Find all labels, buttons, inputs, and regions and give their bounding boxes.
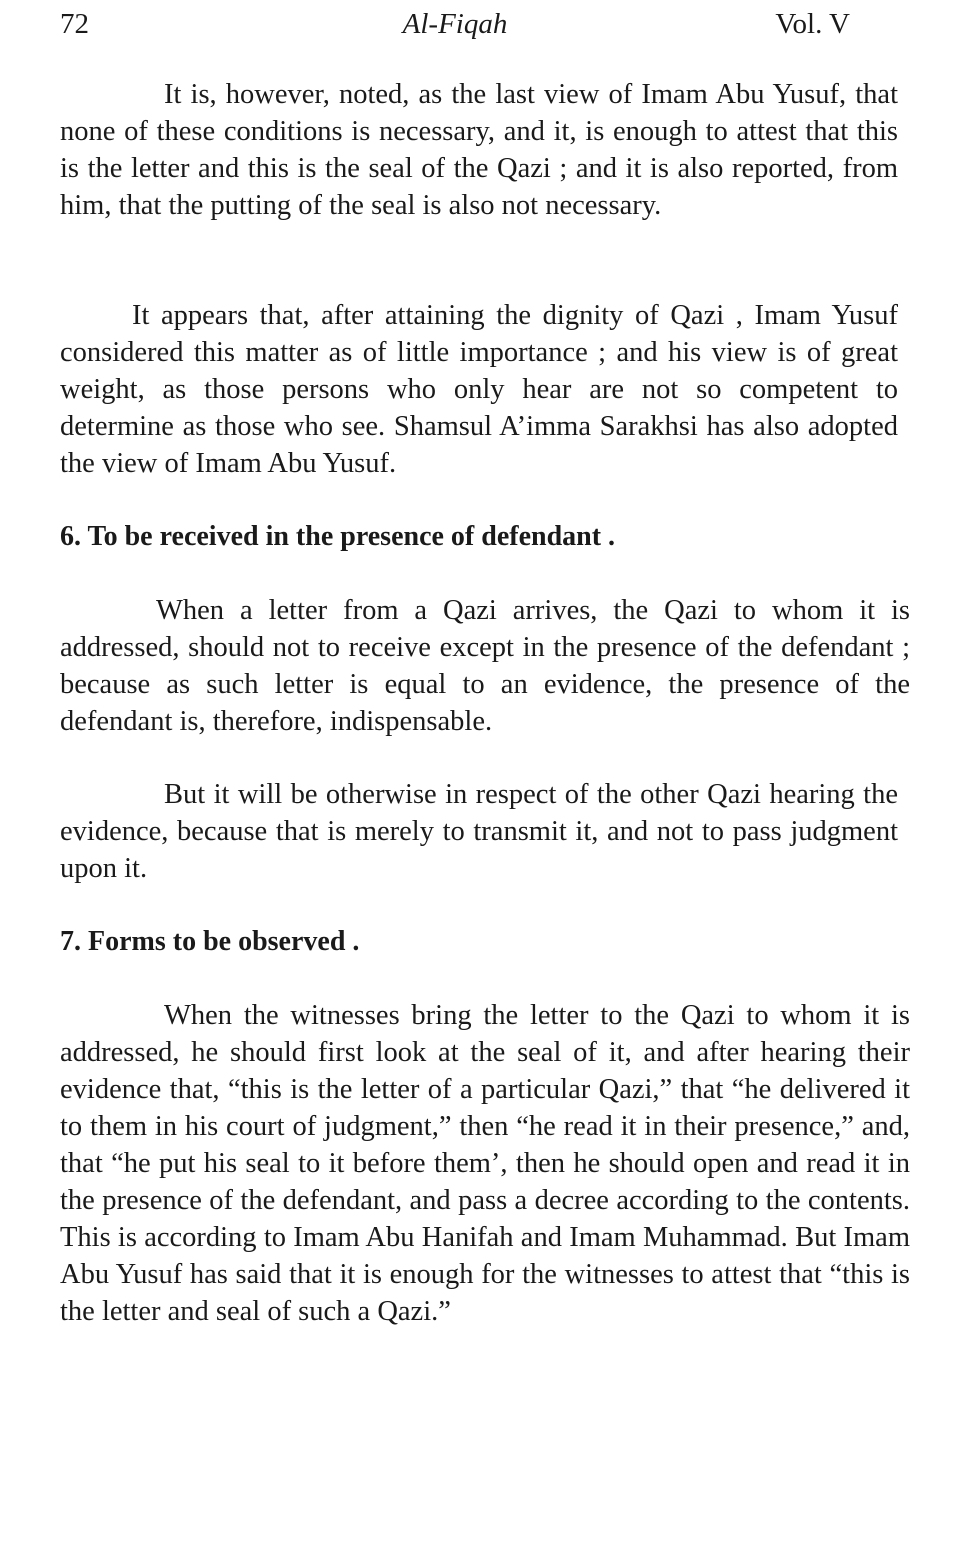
- paragraph-2: It appears that, after attaining the dignity of Qazi , Imam Yusuf considered this matter as of little importance ; and his view is of great weight, as those persons who only hear are not so competent to determine as those who see. Shamsul A’imma Sarakhsi has also adopted the view of Imam Abu Yusuf.: [60, 300, 898, 479]
- paragraph-5: When the witnesses bring the letter to the Qazi to whom it is addressed, he should first look at the seal of it, and after hearing their evidence that, “this is the letter of a particular Qazi,” that “he delivered it to them in his court of judgment,” then “he read it in their presence,” and, that “he put his seal to it before them’, then he should open and read it in the presence of the defendant, and pass a decree according to the contents. This is according to Imam Abu Hanifah and Imam Muhammad. But Imam Abu Yusuf has said that it is enough for the witnesses to attest that “this is the letter and seal of such a Qazi.”: [60, 1000, 910, 1327]
- paragraph-block: [60, 297, 898, 482]
- section-heading-6: 6. To be received in the presence of defendant .: [60, 521, 616, 552]
- page-header: [60, 6, 850, 42]
- paragraph-4: But it will be otherwise in respect of the other Qazi hearing the evidence, because that is merely to transmit it, and not to pass judgment upon it.: [60, 779, 898, 884]
- volume-label: Vol. V: [775, 8, 850, 40]
- page-number: 72: [60, 8, 89, 40]
- paragraph-block: [60, 997, 910, 1330]
- paragraph-1: It is, however, noted, as the last view of Imam Abu Yusuf, that none of these conditions is necessary, and it, is enough to attest that this is the letter and this is the seal of the Qazi ; and it is also reported, from him, that the putting of the seal is also not necessary.: [60, 79, 898, 221]
- section-heading-7: 7. Forms to be observed .: [60, 926, 360, 957]
- paragraph-block: [60, 776, 898, 887]
- paragraph-3: When a letter from a Qazi arrives, the Qazi to whom it is addressed, should not to receive except in the presence of the defendant ; because as such letter is equal to an evidence, the presence of the defendant is, therefore, indispensable.: [60, 595, 910, 737]
- book-title: Al-Fiqah: [402, 8, 508, 40]
- paragraph-block: [60, 592, 910, 740]
- paragraph-block: [60, 76, 898, 224]
